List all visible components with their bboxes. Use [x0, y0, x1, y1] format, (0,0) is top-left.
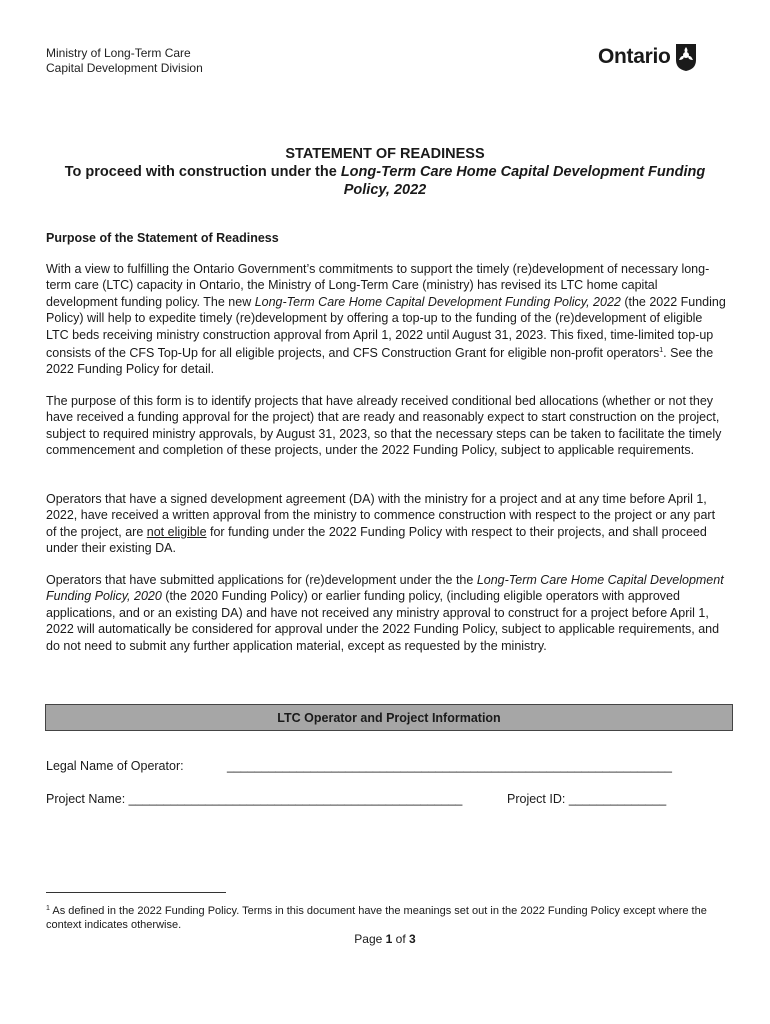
page-number: [0, 932, 770, 946]
purpose-paragraph-4: [46, 572, 726, 654]
project-name-row: [46, 791, 462, 807]
project-id-field[interactable]: ______________: [568, 792, 667, 806]
ontario-logo: [598, 40, 697, 74]
p3-text-c: for funding under the 2022 Funding Policy with respect to their projects, and shall proceed under their existing DA.: [46, 524, 707, 556]
title-line-1: STATEMENT OF READINESS: [285, 146, 485, 162]
project-name-label: Project Name:: [46, 792, 129, 806]
project-id-label: Project ID:: [507, 792, 569, 806]
p2-text: The purpose of this form is to identify projects that have already received conditional bed allocations (whether or not they have received a funding approval for the project) that are ready and reasonably expect to start construction on the project, subject to required ministry approvals, by August 31, 2023, so that the necessary steps can be taken to facilitate the timely commencement and completion of these projects, under the 2022 Funding Policy, subject to applicable requirements.: [46, 394, 722, 458]
logo-wordmark: Ontario: [598, 45, 671, 68]
project-id-row: [507, 791, 666, 807]
ontario-trillium-icon: [675, 42, 697, 72]
document-title: [40, 145, 730, 199]
p4-policy-name: Long-Term Care Home Capital Development Funding Policy, 2020: [46, 573, 724, 604]
legal-name-field[interactable]: ________________________________________________________________: [227, 759, 672, 773]
p4-text-a: Operators that have submitted applications for (re)development under the the: [46, 573, 477, 587]
footnote-text: As defined in the 2022 Funding Policy. Terms in this document have the meanings set out in the 2022 Funding Policy except where the context indicates otherwise.: [46, 905, 707, 931]
title-prefix: To proceed with construction under the: [64, 164, 341, 180]
p3-text-a: Operators that have a signed development agreement (DA) with the ministry for a project and at any time before April 1, 2022, have received a written approval from the ministry to commence construction with respect to the project or any part of the project, are: [46, 492, 716, 539]
title-line-3: Policy, 2022: [343, 182, 427, 198]
page-of: of: [392, 932, 410, 946]
ministry-name: Ministry of Long-Term Care: [46, 46, 191, 60]
division-name: Capital Development Division: [46, 61, 203, 75]
legal-name-label: Legal Name of Operator:: [46, 759, 184, 773]
footnote-divider: [46, 892, 226, 893]
p1-text-c: (the 2022 Funding Policy) will help to expedite timely (re)development by offering a top-up to the funding of the (re)development of eligible LTC beds receiving ministry construction approval from April 1, 2022 until August 31, 2023. This fixed, time-limited top-up consists of the CFS Top-Up for all eligible projects, and CFS Construction Grant for eligible non-profit operators: [46, 294, 726, 361]
p1-policy-name: Long-Term Care Home Capital Development Funding Policy, 2022: [254, 294, 621, 309]
title-policy-name: Long-Term Care Home Capital Development Funding: [340, 164, 706, 180]
section-header-operator-info: LTC Operator and Project Information: [45, 704, 733, 731]
footnote-ref[interactable]: 1: [659, 347, 664, 355]
not-eligible-text: not eligible: [146, 524, 207, 539]
page-word: Page: [354, 932, 386, 946]
purpose-heading: Purpose of the Statement of Readiness: [46, 231, 279, 245]
p1-text-d: . See the 2022 Funding Policy for detail.: [46, 346, 714, 377]
footnote-number: 1: [46, 905, 50, 912]
purpose-paragraph-2: [46, 393, 726, 459]
project-name-field[interactable]: ________________________________________________: [128, 792, 463, 806]
p4-text-c: (the 2020 Funding Policy) or earlier funding policy, (including eligible operators with approved applications, and or an existing DA) and have not received any ministry approval to construct for a project before April 1, 2022 will automatically be considered for approval under the 2022 Funding Policy, subject to applicable requirements, and do not need to submit any further application material, except as requested by the ministry.: [46, 589, 720, 653]
title-line-2: [40, 163, 730, 181]
p1-text-a: With a view to fulfilling the Ontario Government’s commitments to support the timely (re)development of necessary long-term care (LTC) capacity in Ontario, the Ministry of Long-Term Care (ministry) has revised its LTC home capital development funding policy. The new: [46, 262, 710, 309]
purpose-paragraph-3: [46, 491, 726, 557]
page-total: 3: [409, 932, 416, 946]
purpose-paragraph-1: [46, 261, 726, 378]
page-current: 1: [385, 932, 393, 946]
footnote: [46, 902, 736, 932]
